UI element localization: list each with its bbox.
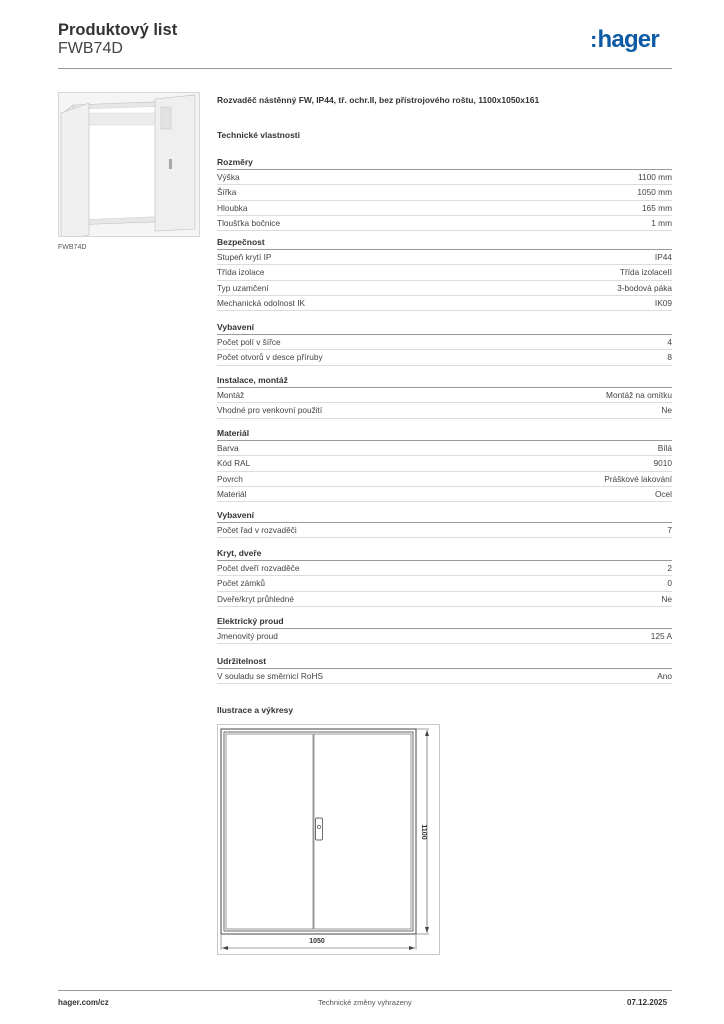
spec-label: V souladu se směrnicí RoHS xyxy=(217,671,324,681)
tech-heading: Technické vlastnosti xyxy=(217,130,300,140)
spec-label: Materiál xyxy=(217,488,247,499)
technical-drawing xyxy=(217,724,441,961)
spec-label: Počet řad v rozvaděči xyxy=(217,525,297,535)
spec-label: Vhodné pro venkovní použití xyxy=(217,405,323,416)
spec-section-title: Kryt, dveře xyxy=(217,546,672,561)
spec-row xyxy=(217,561,672,576)
spec-section xyxy=(217,320,672,366)
spec-row xyxy=(217,388,672,403)
spec-value: 7 xyxy=(667,525,672,535)
spec-row xyxy=(217,441,672,456)
spec-label: Výška xyxy=(217,172,240,182)
spec-row xyxy=(217,629,672,644)
spec-row xyxy=(217,250,672,265)
spec-section-title: Instalace, montáž xyxy=(217,373,672,388)
spec-row xyxy=(217,265,672,280)
spec-row xyxy=(217,523,672,538)
spec-label: Hloubka xyxy=(217,202,248,213)
spec-section-title: Elektrický proud xyxy=(217,614,672,629)
page-title: Produktový list xyxy=(58,21,178,39)
product-image xyxy=(58,92,200,237)
spec-value: 3-bodová páka xyxy=(617,282,672,293)
spec-row xyxy=(217,403,672,418)
spec-section-title: Vybavení xyxy=(217,508,672,523)
spec-section-title: Materiál xyxy=(217,426,672,441)
spec-row xyxy=(217,335,672,350)
spec-section xyxy=(217,426,672,502)
spec-row xyxy=(217,170,672,185)
spec-row xyxy=(217,281,672,296)
spec-section-title: Bezpečnost xyxy=(217,235,672,250)
spec-value: Ne xyxy=(661,593,672,604)
spec-value: 4 xyxy=(667,337,672,347)
spec-value: 125 A xyxy=(650,631,672,641)
spec-row xyxy=(217,472,672,487)
footer-website: hager.com/cz xyxy=(58,998,109,1007)
header-divider xyxy=(58,68,672,69)
spec-section xyxy=(217,654,672,684)
spec-label: Povrch xyxy=(217,473,243,484)
spec-value: IP44 xyxy=(654,252,672,262)
spec-label: Tloušťka bočnice xyxy=(217,217,281,228)
spec-label: Typ uzamčení xyxy=(217,282,269,293)
footer-date: 07.12.2025 xyxy=(627,998,668,1007)
spec-label: Třída izolace xyxy=(217,267,265,278)
illustration-title: Ilustrace a výkresy xyxy=(217,705,294,715)
spec-label: Stupeň krytí IP xyxy=(217,252,272,262)
spec-value: 1 mm xyxy=(651,217,672,228)
spec-value: 165 mm xyxy=(642,202,672,213)
spec-value: 8 xyxy=(667,352,672,363)
spec-label: Jmenovitý proud xyxy=(217,631,278,641)
spec-section-title: Vybavení xyxy=(217,320,672,335)
spec-section-title: Udržitelnost xyxy=(217,654,672,669)
product-code: FWB74D xyxy=(58,40,123,57)
spec-value: Práškové lakování xyxy=(604,473,672,484)
spec-row xyxy=(217,456,672,471)
spec-value: 1050 mm xyxy=(637,187,672,198)
spec-value: Bílá xyxy=(657,443,672,453)
spec-value: IK09 xyxy=(654,297,672,308)
spec-label: Mechanická odolnost IK xyxy=(217,297,306,308)
spec-label: Počet otvorů v desce příruby xyxy=(217,352,323,363)
product-description: Rozvaděč nástěnný FW, IP44, tř. ochr.II, bez přístrojového roštu, 1100x1050x161 xyxy=(217,95,540,105)
spec-value: 0 xyxy=(667,578,672,589)
spec-label: Kód RAL xyxy=(217,458,251,469)
spec-row xyxy=(217,185,672,200)
spec-label: Počet dveří rozvaděče xyxy=(217,563,300,573)
spec-value: Ano xyxy=(657,671,672,681)
spec-value: Ocel xyxy=(654,488,672,499)
spec-value: Třída izolaceII xyxy=(619,267,672,278)
spec-row xyxy=(217,487,672,502)
hager-logo: :hager xyxy=(590,26,659,53)
spec-row xyxy=(217,669,672,684)
spec-value: Montáž na omítku xyxy=(606,390,672,400)
spec-value: 2 xyxy=(667,563,672,573)
spec-label: Barva xyxy=(217,443,239,453)
spec-section xyxy=(217,508,672,538)
product-image-caption: FWB74D xyxy=(58,244,87,251)
height-dimension-label: 1100 xyxy=(420,824,427,840)
spec-value: 9010 xyxy=(653,458,672,469)
spec-section xyxy=(217,235,672,311)
spec-section xyxy=(217,373,672,419)
spec-label: Počet polí v šířce xyxy=(217,337,281,347)
width-dimension-label: 1050 xyxy=(309,938,325,945)
spec-label: Počet zámků xyxy=(217,578,265,589)
spec-label: Dveře/kryt průhledné xyxy=(217,593,295,604)
spec-row xyxy=(217,350,672,365)
footer-divider xyxy=(58,990,672,991)
spec-label: Šířka xyxy=(217,187,237,198)
spec-value: Ne xyxy=(661,405,672,416)
spec-row xyxy=(217,216,672,231)
spec-row xyxy=(217,296,672,311)
spec-row xyxy=(217,201,672,216)
spec-row xyxy=(217,576,672,591)
spec-section xyxy=(217,614,672,644)
footer-note: Technické změny vyhrazeny xyxy=(318,998,412,1007)
spec-label: Montáž xyxy=(217,390,245,400)
spec-row xyxy=(217,592,672,607)
spec-value: 1100 mm xyxy=(638,172,672,182)
spec-section xyxy=(217,155,672,231)
spec-section xyxy=(217,546,672,607)
spec-section-title: Rozměry xyxy=(217,155,672,170)
